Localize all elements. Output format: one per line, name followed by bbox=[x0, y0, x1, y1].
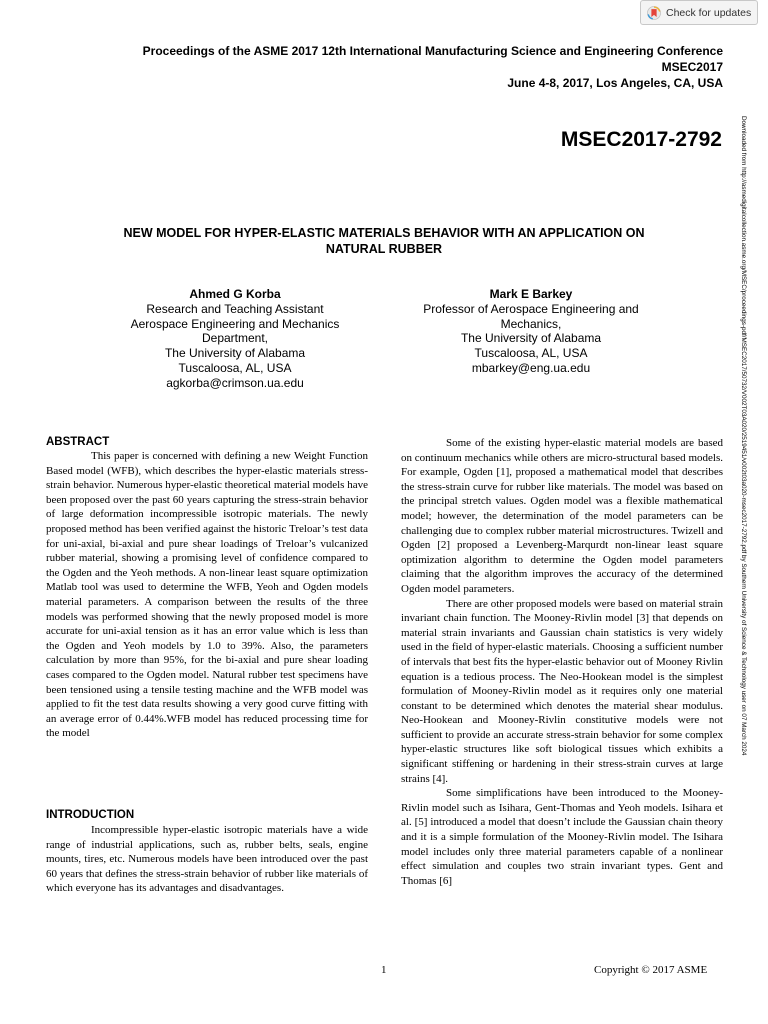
paper-title-line-2: NATURAL RUBBER bbox=[325, 242, 443, 256]
author-position: Research and Teaching Assistant bbox=[146, 301, 324, 316]
abstract-heading: ABSTRACT bbox=[46, 436, 110, 448]
author-name: Mark E Barkey bbox=[489, 287, 573, 301]
author-university: The University of Alabama bbox=[164, 346, 306, 361]
abstract-body bbox=[46, 449, 368, 741]
paper-id: MSEC2017-2792 bbox=[560, 128, 722, 151]
introduction-heading: INTRODUCTION bbox=[46, 809, 135, 821]
paper-title-line-1: NEW MODEL FOR HYPER-ELASTIC MATERIALS BEHAVIOR WITH AN APPLICATION ON bbox=[123, 226, 645, 240]
right-column-body bbox=[401, 436, 723, 888]
check-updates-icon bbox=[647, 6, 661, 20]
conference-acronym: MSEC2017 bbox=[661, 60, 723, 74]
download-notice bbox=[736, 116, 748, 906]
author-position-cont: Mechanics, bbox=[500, 316, 562, 331]
download-notice-text: Downloaded from http://asmedigitalcollection.asme.org/MSEC/proceedings-pdf/MSEC2017/50732/V002T03A020/2519451/v002t03a020-msec2017-2792.pdf by Southern University of Science & Technology user on 07 March 2024 bbox=[740, 116, 747, 756]
check-for-updates-button[interactable] bbox=[640, 0, 758, 25]
author-position: Professor of Aerospace Engineering and bbox=[423, 301, 639, 316]
author-block-2 bbox=[406, 287, 656, 376]
conference-name: Proceedings of the ASME 2017 12th International Manufacturing Science and Engineering Conference bbox=[142, 44, 723, 58]
author-email[interactable]: agkorba@crimson.ua.edu bbox=[166, 375, 304, 390]
author-department: Aerospace Engineering and Mechanics bbox=[130, 316, 340, 331]
introduction-body bbox=[46, 823, 368, 896]
introduction-paragraph: Incompressible hyper-elastic isotropic materials have a wide range of industrial applications, such as, rubber belts, seals, engine mounts, tires, etc. Numerous models have been introduced over the past 60 years that defines the stress-strain behavior of rubber like materials of which everyone has its advantages and disadvantages. bbox=[46, 824, 368, 895]
body-paragraph: Some simplifications have been introduced to the Mooney-Rivlin model such as Isihara, Gent-Thomas and Yeoh models. Isihara et al. [5] introduced a model that doesn’t include the Gaussian chain theory and it is a simple formulation of the Mooney-Rivlin model. The Isihara model includes only three material parameters capable of a nonlinear effect simulation and couples two strain invariant types. Gent and Thomas [6] bbox=[401, 787, 723, 887]
copyright-notice: Copyright © 2017 ASME bbox=[594, 964, 708, 976]
check-for-updates-label: Check for updates bbox=[666, 6, 752, 19]
author-location: Tuscaloosa, AL, USA bbox=[178, 360, 292, 375]
author-location: Tuscaloosa, AL, USA bbox=[474, 346, 588, 361]
page-number: 1 bbox=[381, 964, 387, 976]
conference-header bbox=[83, 43, 723, 91]
paper-title bbox=[60, 225, 708, 257]
author-university: The University of Alabama bbox=[460, 331, 602, 346]
author-name: Ahmed G Korba bbox=[189, 287, 281, 301]
author-department-cont: Department, bbox=[201, 331, 269, 346]
conference-date-location: June 4-8, 2017, Los Angeles, CA, USA bbox=[507, 76, 723, 90]
author-block-1 bbox=[110, 287, 360, 391]
author-email[interactable]: mbarkey@eng.ua.edu bbox=[471, 360, 591, 375]
body-paragraph: Some of the existing hyper-elastic material models are based on continuum mechanics while others are micro-structural based models. For example, Ogden [1], proposed a mathematical model that describes the stress-strain curve for rubber like materials. The model was based on the principal stretch values. Ogden model was a flexible mathematical model; however, the determination of the model parameters can be challenging due to complex rubber material microstructures. Twizell and Ogden [2] proposed a Levenberg-Marqurdt non-linear least square optimization algorithm to determine the Ogden model parameters claiming that the algorithm improves the accuracy of the determined Ogden model parameters. bbox=[401, 437, 723, 595]
abstract-paragraph: This paper is concerned with defining a new Weight Function Based model (WFB), which describes the hyper-elastic materials stress-strain behavior. Numerous hyper-elastic theoretical material models have been proposed over the past 60 years capturing the stress-strain behavior of large deformation incompressible isotropic materials. The newly proposed method has been verified against the historic Treloar’s test data for uni-axial, bi-axial and pure shear loadings of Treloar’s vulcanized rubber material, showing a promising level of confidence compared to the Ogden and the Yeoh methods. A non-linear least square optimization Matlab tool was used to determine the WFB, Yeoh and Ogden models material parameters. A comparison between the results of the three models was performed showing that the newly proposed model is more accurate for uni-axial tension as it has an error value which is less than the Ogden and Yeoh models by 1.0 to 39%. Also, the parameters calculation by more than 95%, for the bi-axial and pure shear loading cases compared to the Ogden model. Natural rubber test specimens have been tensioned using a tensile testing machine and the WFB model was applied to fit the test data results showing a very good curve fitting with an average error of 0.44%.WFB model has reduced processing time for the model bbox=[46, 450, 368, 740]
body-paragraph: There are other proposed models were based on material strain invariant chain function. The Mooney-Rivlin model [3] that depends on material strain invariants and Gaussian chain statistics is very widely used in the field of hyper-elastic materials. Choosing a sufficient number of intervals that best fits the hyper-elastic behavior out of Mooney Rivlin equation is a tedious process. The Neo-Hookean model is the simplest formulation of Mooney-Rivlin model as it requires only one material constant to be determined which denotes the material shear modulus. Neo-Hookean and Mooney-Rivlin constitutive models were not sufficient to provide an accurate stress-strain behavior for some complex hyper-elastic structures like soft biological tissues which exhibits a significant stiffening or hardening in their stress-strain curves at large strains [4]. bbox=[401, 597, 723, 785]
